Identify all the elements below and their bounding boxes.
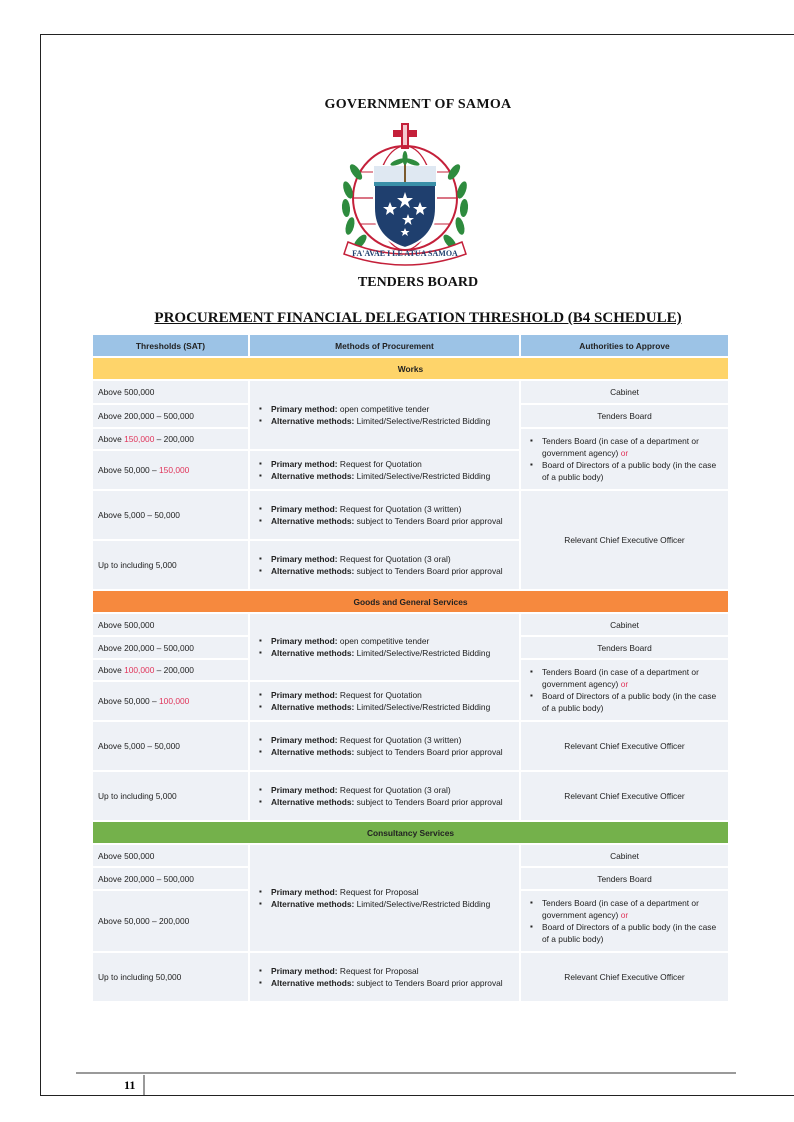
threshold-cell: Above 50,000 – 100,000 bbox=[92, 681, 249, 721]
authority-cell: Tenders Board bbox=[520, 636, 729, 659]
list-item: ▪ Primary method: Request for Quotation (3 oral) bbox=[271, 784, 514, 796]
list-item: ▪ Board of Directors of a public body (in the case of a public body) bbox=[542, 459, 723, 483]
authority-cell bbox=[520, 428, 729, 490]
page-number-bar bbox=[143, 1075, 145, 1095]
samoa-coat-of-arms bbox=[334, 120, 476, 268]
list-item: ▪ Board of Directors of a public body (in the case of a public body) bbox=[542, 921, 723, 945]
section-label: Consultancy Services bbox=[92, 821, 729, 844]
authority-cell: Relevant Chief Executive Officer bbox=[520, 952, 729, 1002]
threshold-cell: Up to including 5,000 bbox=[92, 771, 249, 821]
list-item: ▪ Primary method: Request for Quotation (3 oral) bbox=[271, 553, 514, 565]
list-item: ▪ Primary method: Request for Proposal bbox=[271, 886, 514, 898]
method-cell bbox=[249, 844, 520, 952]
threshold-cell: Above 5,000 – 50,000 bbox=[92, 490, 249, 540]
list-item: ▪ Tenders Board (in case of a department or government agency) or bbox=[542, 897, 723, 921]
list-item: ▪ Primary method: Request for Proposal bbox=[271, 965, 514, 977]
table-row bbox=[92, 380, 729, 404]
list-item: ▪ Alternative methods: subject to Tenders Board prior approval bbox=[271, 565, 514, 577]
threshold-cell: Up to including 50,000 bbox=[92, 952, 249, 1002]
table-header-row bbox=[92, 334, 729, 357]
list-item: ▪ Primary method: open competitive tender bbox=[271, 635, 514, 647]
col-header-methods: Methods of Procurement bbox=[249, 334, 520, 357]
footer-divider bbox=[76, 1072, 736, 1074]
motto-text: FA'AVAE I LE ATUA SAMOA bbox=[352, 249, 458, 258]
list-item: ▪ Primary method: Request for Quotation (3 written) bbox=[271, 734, 514, 746]
table-row bbox=[92, 490, 729, 540]
col-header-authorities: Authorities to Approve bbox=[520, 334, 729, 357]
threshold-cell: Above 200,000 – 500,000 bbox=[92, 867, 249, 890]
threshold-cell: Above 50,000 – 150,000 bbox=[92, 450, 249, 490]
list-item: ▪ Tenders Board (in case of a department or government agency) or bbox=[542, 666, 723, 690]
table-row bbox=[92, 952, 729, 1002]
method-cell bbox=[249, 540, 520, 590]
method-cell bbox=[249, 771, 520, 821]
threshold-cell: Above 50,000 – 200,000 bbox=[92, 890, 249, 952]
list-item: ▪ Alternative methods: subject to Tenders Board prior approval bbox=[271, 515, 514, 527]
table-row bbox=[92, 844, 729, 867]
tenders-board-heading: TENDERS BOARD bbox=[357, 275, 479, 290]
threshold-cell: Above 200,000 – 500,000 bbox=[92, 636, 249, 659]
authority-cell: Cabinet bbox=[520, 613, 729, 636]
page-number: 11 bbox=[124, 1078, 136, 1092]
authority-cell: Relevant Chief Executive Officer bbox=[520, 721, 729, 771]
list-item: ▪ Alternative methods: subject to Tenders Board prior approval bbox=[271, 796, 514, 808]
authority-cell: Cabinet bbox=[520, 844, 729, 867]
list-item: ▪ Alternative methods: subject to Tenders Board prior approval bbox=[271, 977, 514, 989]
list-item: ▪ Alternative methods: Limited/Selective/Restricted Bidding bbox=[271, 701, 514, 713]
list-item: ▪ Primary method: open competitive tender bbox=[271, 403, 514, 415]
list-item: ▪ Alternative methods: subject to Tenders Board prior approval bbox=[271, 746, 514, 758]
list-item: ▪ Alternative methods: Limited/Selective/Restricted Bidding bbox=[271, 415, 514, 427]
table-row bbox=[92, 613, 729, 636]
threshold-cell: Above 500,000 bbox=[92, 613, 249, 636]
method-cell bbox=[249, 490, 520, 540]
section-row-goods bbox=[92, 590, 729, 613]
authority-cell: Cabinet bbox=[520, 380, 729, 404]
list-item: ▪ Primary method: Request for Quotation bbox=[271, 689, 514, 701]
threshold-cell: Up to including 5,000 bbox=[92, 540, 249, 590]
threshold-cell: Above 500,000 bbox=[92, 844, 249, 867]
threshold-cell: Above 200,000 – 500,000 bbox=[92, 404, 249, 428]
coat-of-arms-icon bbox=[334, 120, 476, 268]
authority-cell: Relevant Chief Executive Officer bbox=[520, 490, 729, 590]
table-row bbox=[92, 721, 729, 771]
threshold-table bbox=[91, 333, 730, 1003]
list-item: ▪ Alternative methods: Limited/Selective/Restricted Bidding bbox=[271, 898, 514, 910]
authority-cell bbox=[520, 890, 729, 952]
authority-cell: Relevant Chief Executive Officer bbox=[520, 771, 729, 821]
threshold-cell: Above 100,000 – 200,000 bbox=[92, 659, 249, 681]
method-cell bbox=[249, 681, 520, 721]
list-item: ▪ Alternative methods: Limited/Selective/Restricted Bidding bbox=[271, 470, 514, 482]
method-cell bbox=[249, 380, 520, 450]
list-item: ▪ Alternative methods: Limited/Selective/Restricted Bidding bbox=[271, 647, 514, 659]
method-cell bbox=[249, 613, 520, 681]
list-item: ▪ Primary method: Request for Quotation bbox=[271, 458, 514, 470]
list-item: ▪ Primary method: Request for Quotation (3 written) bbox=[271, 503, 514, 515]
method-cell bbox=[249, 952, 520, 1002]
section-row-consultancy bbox=[92, 821, 729, 844]
authority-cell: Tenders Board bbox=[520, 867, 729, 890]
method-cell bbox=[249, 450, 520, 490]
table-row bbox=[92, 771, 729, 821]
section-row-works bbox=[92, 357, 729, 380]
list-item: ▪ Tenders Board (in case of a department or government agency) or bbox=[542, 435, 723, 459]
section-label: Works bbox=[92, 357, 729, 380]
section-label: Goods and General Services bbox=[92, 590, 729, 613]
threshold-cell: Above 5,000 – 50,000 bbox=[92, 721, 249, 771]
threshold-cell: Above 150,000 – 200,000 bbox=[92, 428, 249, 450]
threshold-cell: Above 500,000 bbox=[92, 380, 249, 404]
authority-cell bbox=[520, 659, 729, 721]
government-heading: GOVERNMENT OF SAMOA bbox=[324, 97, 512, 112]
method-cell bbox=[249, 721, 520, 771]
col-header-thresholds: Thresholds (SAT) bbox=[92, 334, 249, 357]
list-item: ▪ Board of Directors of a public body (in the case of a public body) bbox=[542, 690, 723, 714]
document-title: PROCUREMENT FINANCIAL DELEGATION THRESHOLD (B4 SCHEDULE) bbox=[154, 310, 682, 326]
authority-cell: Tenders Board bbox=[520, 404, 729, 428]
